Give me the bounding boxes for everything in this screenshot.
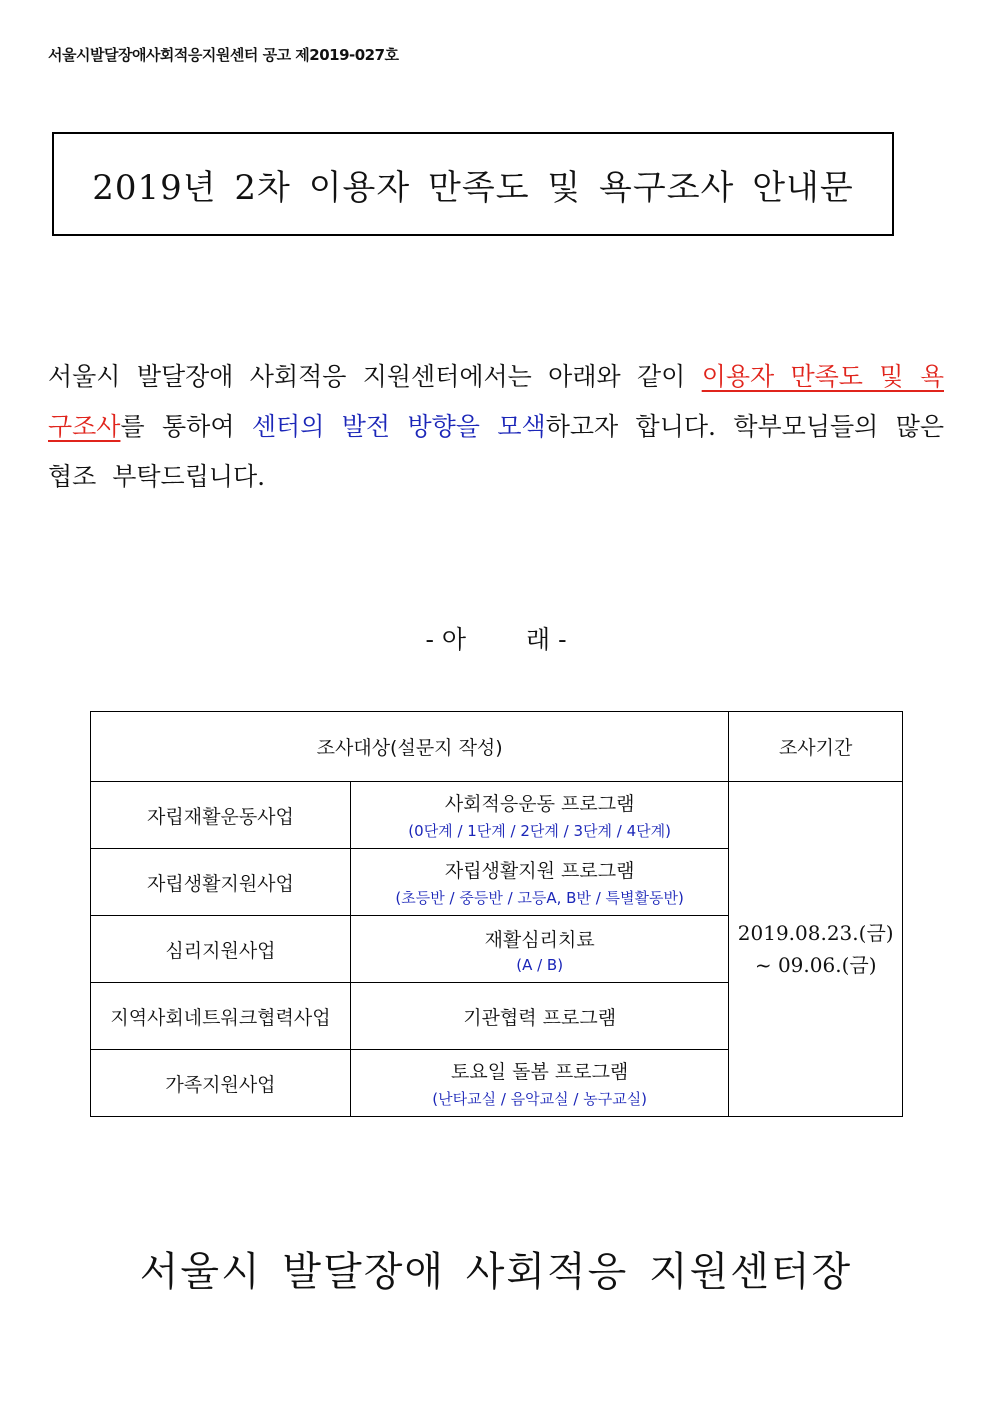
program-name: 자립생활지원 프로그램 (444, 860, 635, 882)
table-header-row (91, 712, 903, 782)
intro-paragraph (48, 352, 944, 502)
below-heading-left: - 아 (425, 625, 466, 654)
business-name: 가족지원사업 (91, 1050, 351, 1117)
program-cell (350, 983, 728, 1050)
intro-highlight-red: 이용자 만족도 및 욕구조사 (48, 362, 944, 441)
period-end: ~ 09.06.(금) (754, 953, 877, 977)
header-period: 조사기간 (729, 712, 903, 782)
below-heading-right: 래 - (526, 625, 567, 654)
intro-text-1: 서울시 발달장애 사회적응 지원센터에서는 아래와 같이 (48, 362, 702, 391)
business-name: 자립재활운동사업 (91, 782, 351, 849)
program-cell (350, 1050, 728, 1117)
intro-text-2: 를 통하여 (120, 412, 252, 441)
survey-period (729, 782, 903, 1117)
table-row (91, 782, 903, 849)
notice-number: 서울시발달장애사회적응지원센터 공고 제2019-027호 (48, 46, 399, 64)
program-cell (350, 782, 728, 849)
program-detail: (초등반 / 중등반 / 고등A, B반 / 특별활동반) (395, 889, 684, 907)
program-cell (350, 849, 728, 916)
business-name: 심리지원사업 (91, 916, 351, 983)
survey-table (90, 711, 903, 1117)
business-name: 자립생활지원사업 (91, 849, 351, 916)
business-name: 지역사회네트워크협력사업 (91, 983, 351, 1050)
program-cell (350, 916, 728, 983)
program-name: 재활심리치료 (484, 928, 595, 951)
program-detail: (A / B) (516, 955, 564, 974)
period-start: 2019.08.23.(금) (737, 921, 894, 945)
signature: 서울시 발달장애 사회적응 지원센터장 (139, 1249, 853, 1295)
program-name: 토요일 돌봄 프로그램 (451, 1061, 629, 1083)
program-detail: (난타교실 / 음악교실 / 농구교실) (432, 1090, 648, 1108)
page-title: 2019년 2차 이용자 만족도 및 욕구조사 안내문 (92, 167, 854, 208)
program-name: 기관협력 프로그램 (463, 1006, 617, 1029)
below-heading (0, 620, 992, 656)
header-target: 조사대상(설문지 작성) (91, 712, 729, 782)
program-detail: (0단계 / 1단계 / 2단계 / 3단계 / 4단계) (408, 822, 671, 840)
intro-highlight-blue: 센터의 발전 방향을 모색 (251, 412, 546, 441)
intro-text-3: 하고자 합니다. 학부모님들의 많은 협조 부탁드립니다. (48, 412, 945, 491)
title-box (52, 132, 894, 236)
program-name: 사회적응운동 프로그램 (444, 793, 635, 815)
